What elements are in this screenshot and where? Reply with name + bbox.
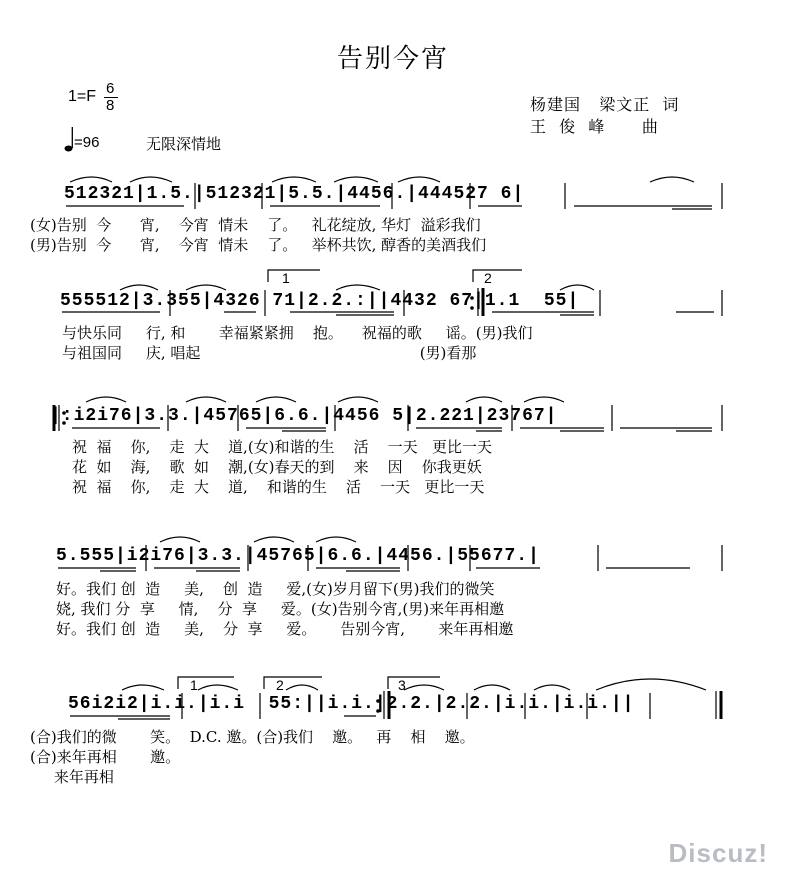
system-3-notation: |:i2i76|3.3.|45765|6.6.|4456 5|2.221|23767|: [50, 406, 558, 426]
key-signature: 1=F: [68, 88, 97, 105]
composer-credit: 王 俊 峰 曲: [530, 117, 659, 136]
volta-1-label: 1: [282, 270, 290, 286]
volta-1-label-2: 1: [190, 677, 198, 693]
expression-marking: 无限深情地: [146, 135, 222, 153]
system-3-lyric-1: 祝 福 你, 走 大 道,(女)和谐的生 活 一天 更比一天: [72, 438, 492, 456]
tempo-marking: =96: [74, 134, 100, 151]
time-signature-bottom: 8: [106, 97, 115, 114]
volta-2-label-2: 2: [276, 677, 284, 693]
system-1-lyric-1: (女)告别 今 宵, 今宵 情未 了。 礼花绽放, 华灯 溢彩我们: [30, 216, 481, 234]
system-4-lyric-3: 好。我们 创 造 美, 分 享 爱。 告别今宵, 来年再相邀: [56, 620, 514, 638]
system-1-notation: 512321|1.5.|512321|5.5.|4456.|444527 6|: [64, 184, 525, 204]
time-signature-top: 6: [106, 80, 115, 97]
system-5-lyric-3: 来年再相: [30, 768, 114, 786]
system-2-lyric-2: 与祖国同 庆, 唱起 (男)看那: [62, 344, 477, 362]
lyricist-credit: 杨建国 梁文正 词: [530, 95, 680, 114]
song-title: 告别今宵: [336, 44, 449, 74]
system-4-notation: 5.555|i2i76|3.3.|45765|6.6.|4456.|55677.|: [56, 546, 540, 566]
volta-3-label: 3: [398, 677, 406, 693]
system-3-lyric-2: 花 如 海, 歌 如 潮,(女)春天的到 来 因 你我更妖: [72, 458, 482, 476]
system-3-lyric-3: 祝 福 你, 走 大 道, 和谐的生 活 一天 更比一天: [72, 478, 485, 496]
system-2-notation: 555512|3.355|4326 71|2.2.:||4432 67|1.1 55|: [60, 291, 580, 311]
system-5-lyric-2: (合)来年再相 邀。: [30, 748, 181, 766]
site-watermark: Discuz!: [668, 838, 768, 868]
system-5-lyric-1: (合)我们的微 笑。 D.C. 邀。(合)我们 邀。 再 相 邀。: [30, 728, 475, 746]
volta-2-label: 2: [484, 270, 492, 286]
system-4-lyric-1: 好。我们 创 造 美, 创 造 爱,(女)岁月留下(男)我们的微笑: [56, 580, 495, 598]
system-4-lyric-2: 娆, 我们 分 享 情, 分 享 爱。(女)告别今宵,(男)来年再相邀: [56, 600, 505, 618]
system-5-notation: 56i2i2|i.i.|i.i 55:||i.i.|2.2.|2.2.|i.i.|i.i.||: [68, 694, 635, 714]
system-2-lyric-1: 与快乐同 行, 和 幸福紧紧拥 抱。 祝福的歌 谣。(男)我们: [62, 324, 533, 342]
system-1-lyric-2: (男)告别 今 宵, 今宵 情未 了。 举杯共饮, 醇香的美酒我们: [30, 236, 487, 254]
